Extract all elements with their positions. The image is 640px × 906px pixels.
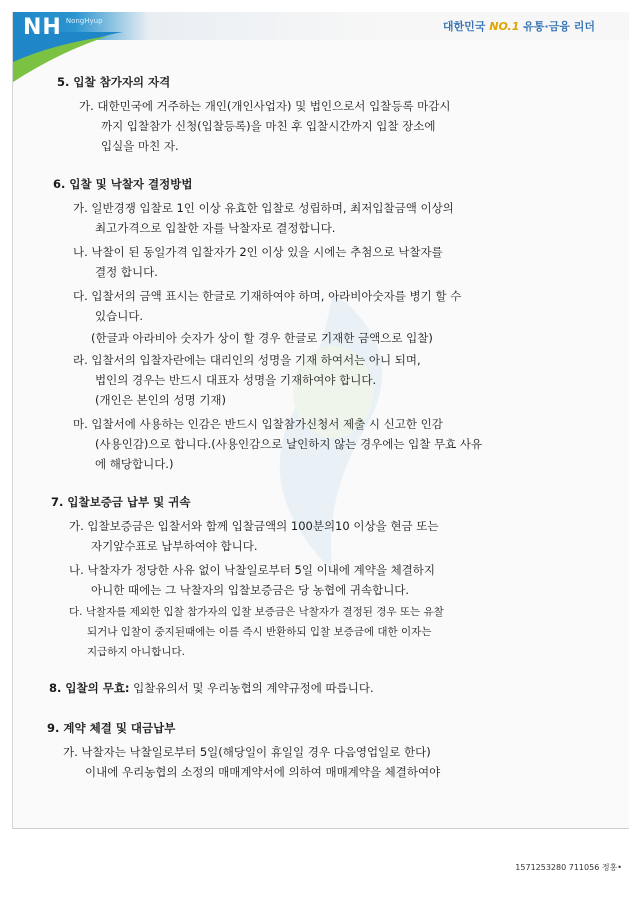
section-title: 8. 입찰의 무효: [49,681,130,695]
logo-subtext: NongHyup [65,17,103,25]
text-line: 가. 대한민국에 거주하는 개인(개인사업자) 및 법인으로서 입찰등록 마감시 [79,99,451,113]
section-title: 7. 입찰보증금 납부 및 귀속 [51,495,191,509]
text-line: (개인은 본인의 성명 기재) [95,393,227,407]
text-line: 다. 낙찰자를 제외한 입찰 참가자의 입찰 보증금은 낙찰자가 결정된 경우 또는 유찰 [69,606,444,618]
text-line: 되거나 입찰이 중지된때에는 이를 즉시 반환하되 입찰 보증금에 대한 이자는 [87,626,432,638]
text-line: (한글과 아라비아 숫자가 상이 할 경우 한글로 기재한 금액으로 입찰) [91,331,433,345]
section-title-rest: 입찰유의서 및 우리농협의 계약규정에 따릅니다. [129,681,374,695]
text-line: (사용인감)으로 합니다.(사용인감으로 날인하지 않는 경우에는 입찰 무효 사유 [95,437,483,451]
text-line: 나. 낙찰자가 정당한 사유 없이 낙찰일로부터 5일 이내에 계약을 체결하지 [69,563,436,577]
text-line: 법인의 경우는 반드시 대표자 성명을 기재하여야 합니다. [95,373,377,387]
text-line: 이내에 우리농협의 소정의 매매계약서에 의하여 매매계약을 체결하여야 [85,765,441,779]
text-line: 가. 입찰보증금은 입찰서와 함께 입찰금액의 100분의10 이상을 현금 또는 [69,519,439,533]
footer-document-code: 1571253280 711056 정홍• [515,863,622,872]
slogan-suffix: 유통·금융 리더 [523,20,595,33]
section-8-line [49,680,374,696]
text-line: 마. 입찰서에 사용하는 인감은 반드시 입찰참가신청서 제출 시 신고한 인감 [73,417,443,431]
text-line: 있습니다. [95,309,144,323]
text-line: 최고가격으로 입찰한 자를 낙찰자로 결정합니다. [95,221,336,235]
section-title: 6. 입찰 및 낙찰자 결정방법 [53,177,193,191]
text-line: 아니한 때에는 그 낙찰자의 입찰보증금은 당 농협에 귀속합니다. [91,583,410,597]
text-line: 가. 일반경쟁 입찰로 1인 이상 유효한 입찰로 성립하며, 최저입찰금액 이상의 [73,201,454,215]
text-line: 자기앞수표로 납부하여야 합니다. [91,539,258,553]
slogan-accent: NO.1 [489,20,520,33]
text-line: 지급하지 아니합니다. [87,646,185,658]
text-line: 결정 합니다. [95,265,158,279]
section-title: 5. 입찰 참가자의 자격 [57,75,171,89]
slogan-prefix: 대한민국 [442,20,486,33]
text-line: 라. 입찰서의 입찰자란에는 대리인의 성명을 기재 하여서는 아니 되며, [73,353,421,367]
section-title: 9. 계약 체결 및 대금납부 [47,721,176,735]
text-line: 에 해당합니다.) [95,457,174,471]
text-line: 다. 입찰서의 금액 표시는 한글로 기재하여야 하며, 아라비아숫자를 병기 할 수 [73,289,462,303]
nh-logo [23,14,103,40]
logo-mark: NH [23,15,62,40]
slogan [443,18,595,34]
text-line: 가. 낙찰자는 낙찰일로부터 5일(해당일이 휴일일 경우 다음영업일로 한다) [63,745,431,759]
document-page [12,12,629,829]
text-line: 나. 낙찰이 된 동일가격 입찰자가 2인 이상 있을 시에는 추첨으로 낙찰자를 [73,245,443,259]
text-line: 입실을 마친 자. [101,139,179,153]
text-line: 까지 입찰참가 신청(입찰등록)을 마친 후 입찰시간까지 입찰 장소에 [101,119,436,133]
